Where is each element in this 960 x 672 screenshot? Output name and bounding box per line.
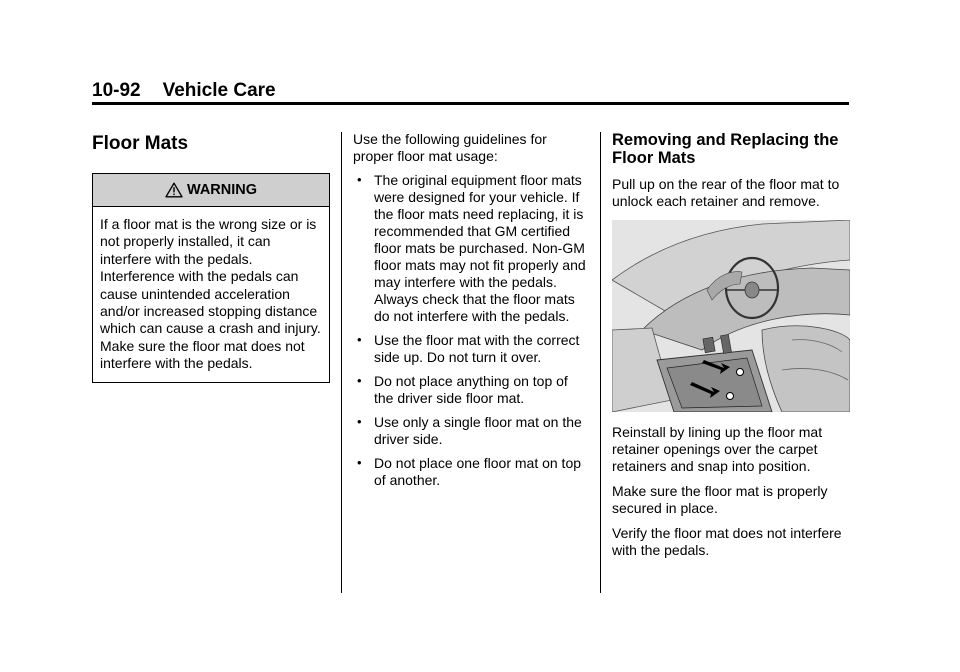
paragraph: Make sure the floor mat is properly secured in place. [612,483,828,516]
paragraph: Reinstall by lining up the floor mat retainer openings over the carpet retainers and snap into position. [612,424,823,474]
header-rule [92,102,849,105]
list-item-text: Use only a single floor mat on the driver side. [374,414,582,447]
paragraph: Pull up on the rear of the floor mat to unlock each retainer and remove. [612,176,840,209]
bullet-icon: • [357,172,362,187]
column-divider [341,132,342,593]
warning-text: If a floor mat is the wrong size or is not properly installed, it can interfere with the pedals. Interference with the pedals can cause unintended acceleration and/or increased stopping distance which can cause a crash and injury. Make sure the floor mat does not interfere with the pedals. [100,216,321,372]
column-3 [612,131,852,567]
bullet-icon: • [357,332,362,347]
list-item [353,172,589,325]
paragraph: Verify the floor mat does not interfere with the pedals. [612,525,842,558]
page-number: 10-92 [92,80,141,101]
warning-label: WARNING [186,182,258,198]
list-item [353,332,589,366]
column-1 [92,131,330,383]
running-section-title: Vehicle Care [162,80,276,101]
list-item [353,414,589,448]
bullet-icon: • [357,414,362,429]
warning-header [93,174,329,207]
section-title: Floor Mats [92,133,189,154]
subsection-title: Removing and Replacing the Floor Mats [612,131,839,167]
list-item-text: Use the floor mat with the correct side up. Do not turn it over. [374,332,580,365]
list-item-text: The original equipment floor mats were designed for your vehicle. If the floor mats need replacing, it is recommended that GM certified floor mats be purchased. Non-GM floor mats may not fit properly and may interfere with the pedals. Always check that the floor mats do not interfere with the pedals. [374,172,586,324]
bullet-icon: • [357,455,362,470]
bullet-icon: • [357,373,362,388]
list-item [353,455,589,489]
floor-mat-illustration [612,220,850,412]
guidelines-list [353,172,589,489]
list-item-text: Do not place one floor mat on top of another. [374,455,582,488]
list-item-text: Do not place anything on top of the driver side floor mat. [374,373,568,406]
warning-box [92,173,330,383]
list-item [353,373,589,407]
column-2 [353,131,589,496]
page-header [92,80,276,102]
car-interior-icon [612,220,850,412]
warning-triangle-icon [165,182,183,198]
column-divider [600,132,601,593]
intro-paragraph: Use the following guidelines for proper floor mat usage: [353,131,547,164]
